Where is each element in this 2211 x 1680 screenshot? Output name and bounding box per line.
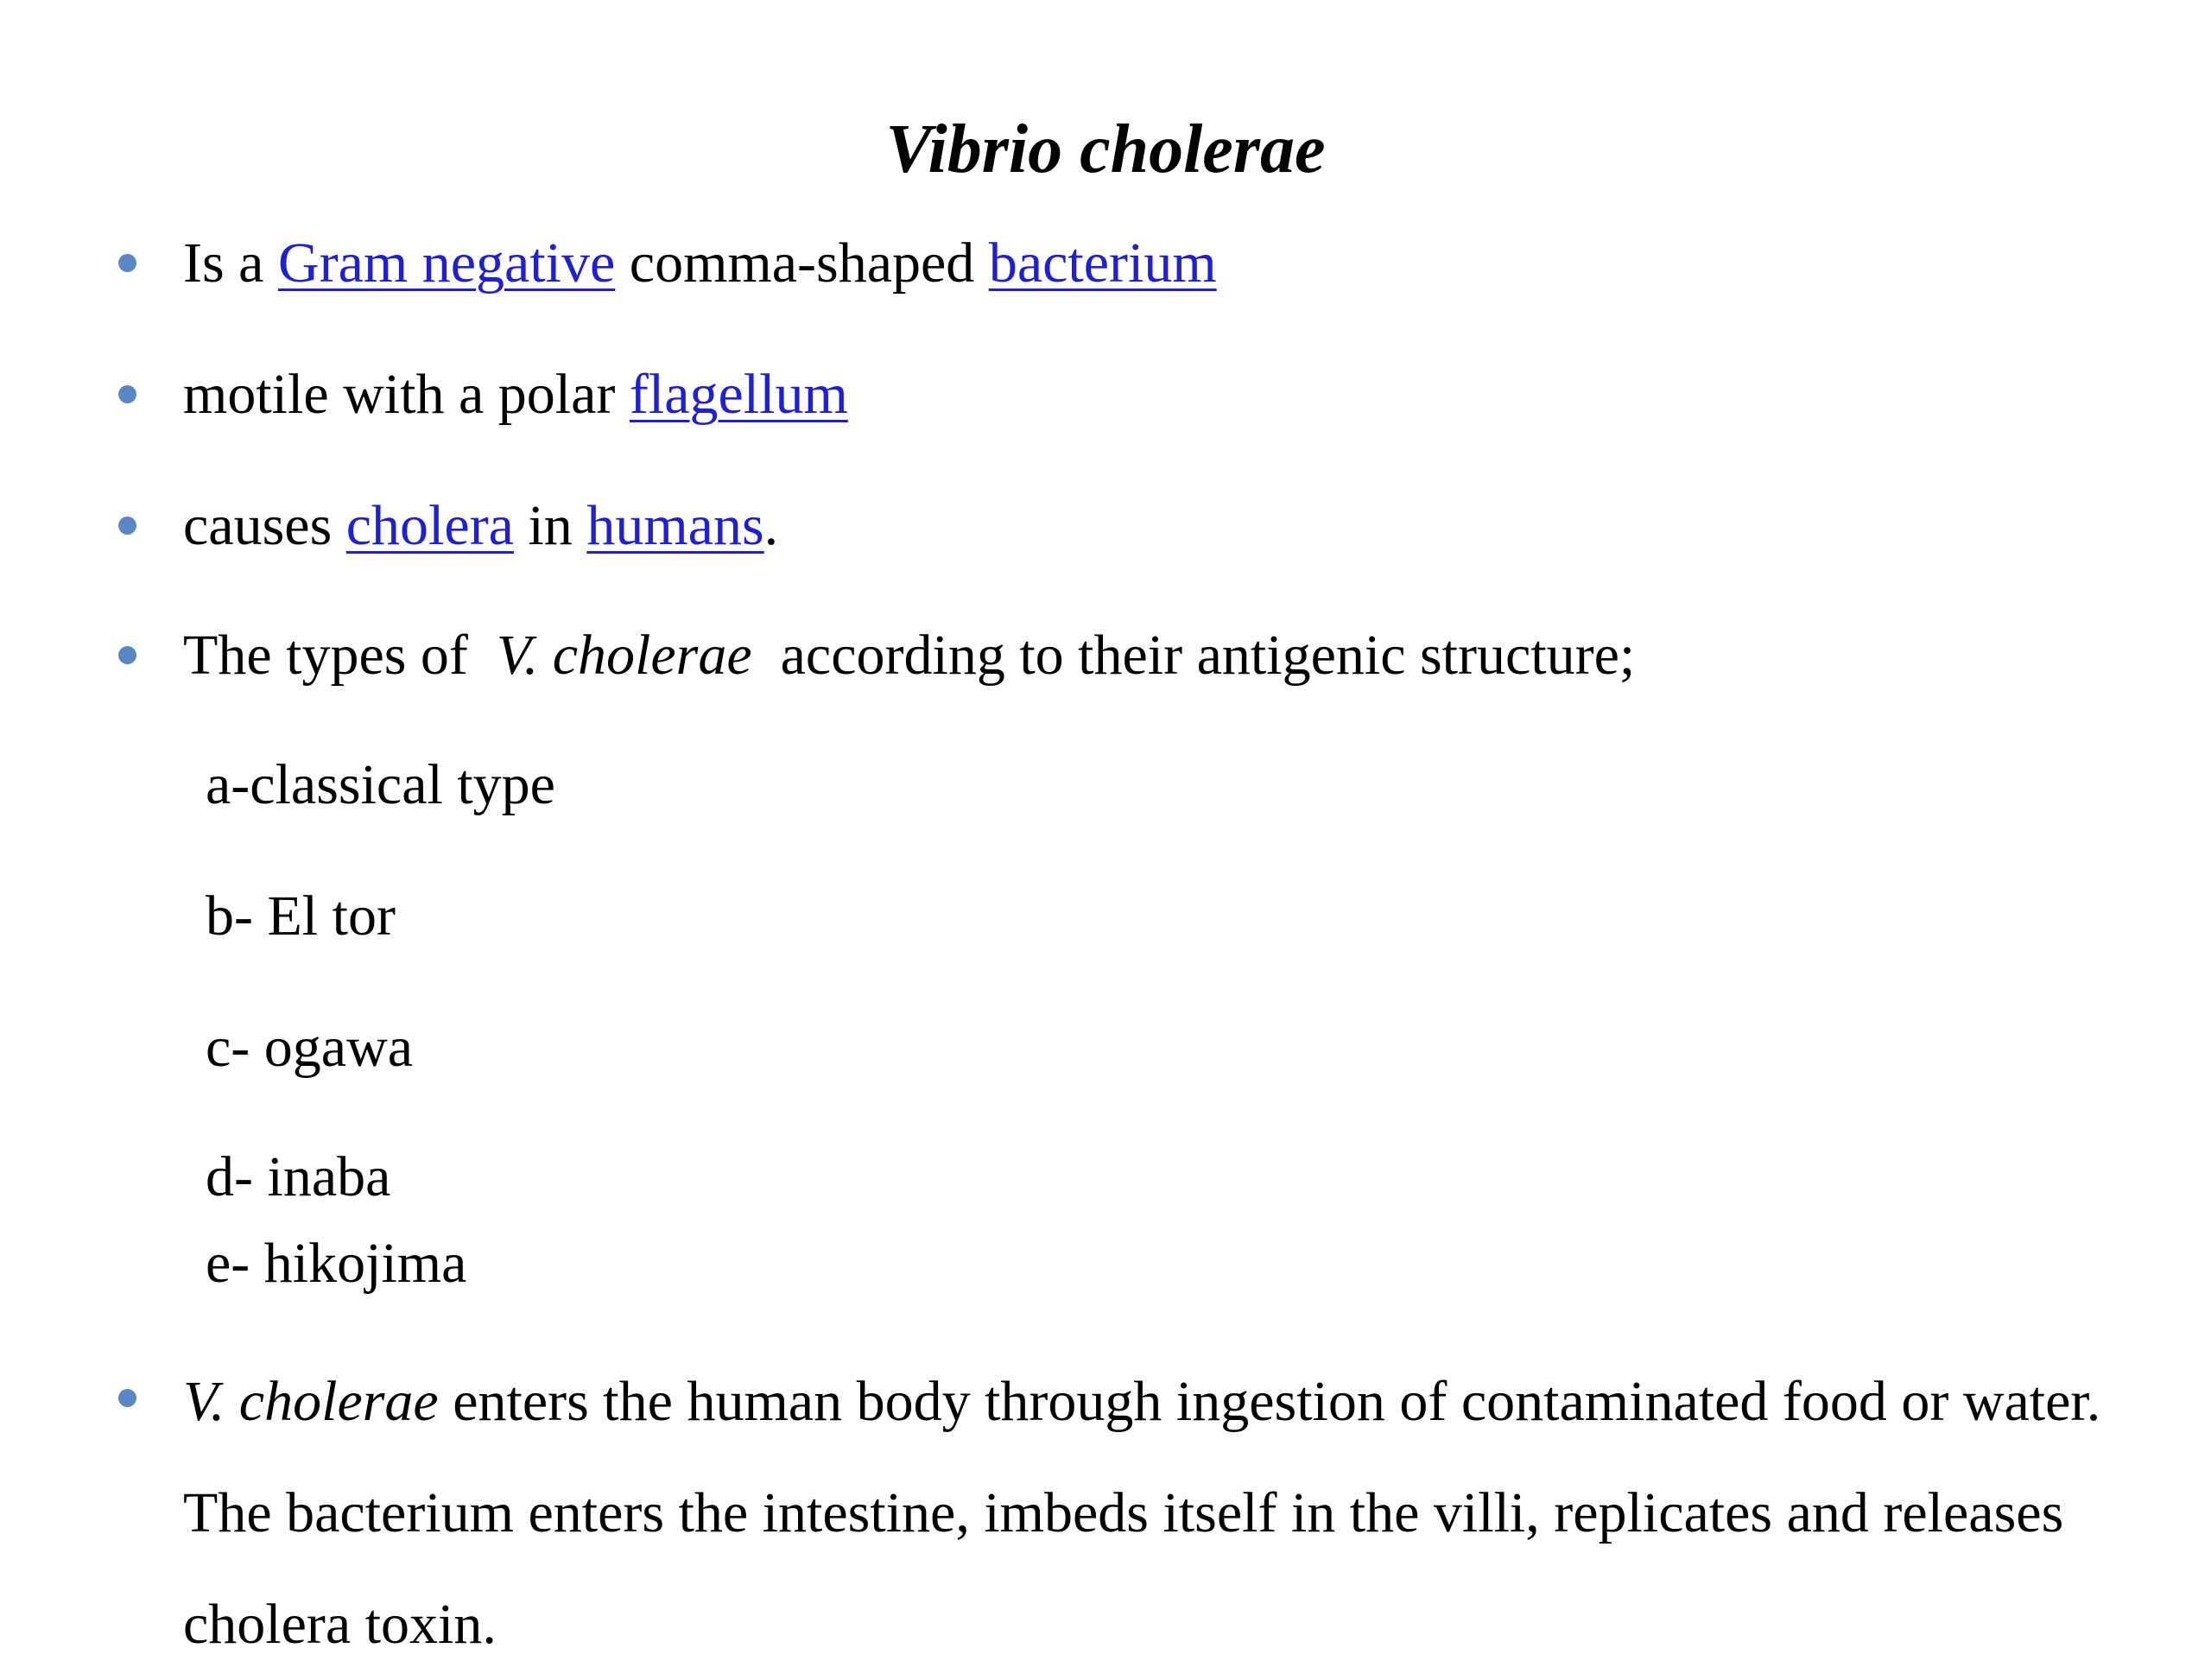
type-item-inaba: d- inaba: [206, 1145, 391, 1208]
text-span: The types of: [183, 624, 497, 687]
bullet-text: [183, 487, 778, 565]
bullet-item-ingestion: [183, 1346, 2170, 1680]
bullet-dot-icon: [118, 517, 136, 535]
link-flagellum[interactable]: flagellum: [629, 363, 848, 426]
text-span: comma-shaped: [615, 231, 989, 295]
type-item-el-tor: b- El tor: [206, 884, 396, 948]
bullet-text: [183, 356, 848, 434]
text-span: in: [513, 494, 587, 557]
bullet-dot-icon: [118, 1389, 136, 1407]
type-item-hikojima: e- hikojima: [206, 1232, 467, 1295]
species-name-italic: V. cholerae: [496, 624, 752, 687]
species-name-italic: V. cholerae: [183, 1370, 439, 1433]
text-span: Is a: [183, 231, 278, 295]
bullet-dot-icon: [118, 254, 136, 272]
text-span: .: [763, 494, 779, 557]
bullet-dot-icon: [118, 385, 136, 403]
type-item-ogawa: c- ogawa: [206, 1016, 414, 1079]
link-humans[interactable]: humans: [586, 494, 764, 557]
type-item-classical: a-classical type: [206, 753, 555, 816]
link-cholera[interactable]: cholera: [345, 494, 514, 557]
bullet-text: [183, 617, 1635, 694]
bullet-dot-icon: [118, 646, 136, 664]
link-bacterium[interactable]: bacterium: [988, 231, 1217, 295]
text-span: motile with a polar: [183, 363, 630, 426]
text-span: according to their antigenic structure;: [751, 624, 1636, 687]
bullet-text: [183, 225, 1217, 302]
page-title: Vibrio cholerae: [885, 111, 1326, 187]
link-gram-negative[interactable]: Gram negative: [277, 231, 616, 295]
text-span: enters the human body through ingestion of contaminated food or water. The bacterium enters the intestine, imbeds itself in the villi, replicates and releases cholera toxin.: [183, 1370, 2101, 1656]
text-span: causes: [183, 494, 346, 557]
